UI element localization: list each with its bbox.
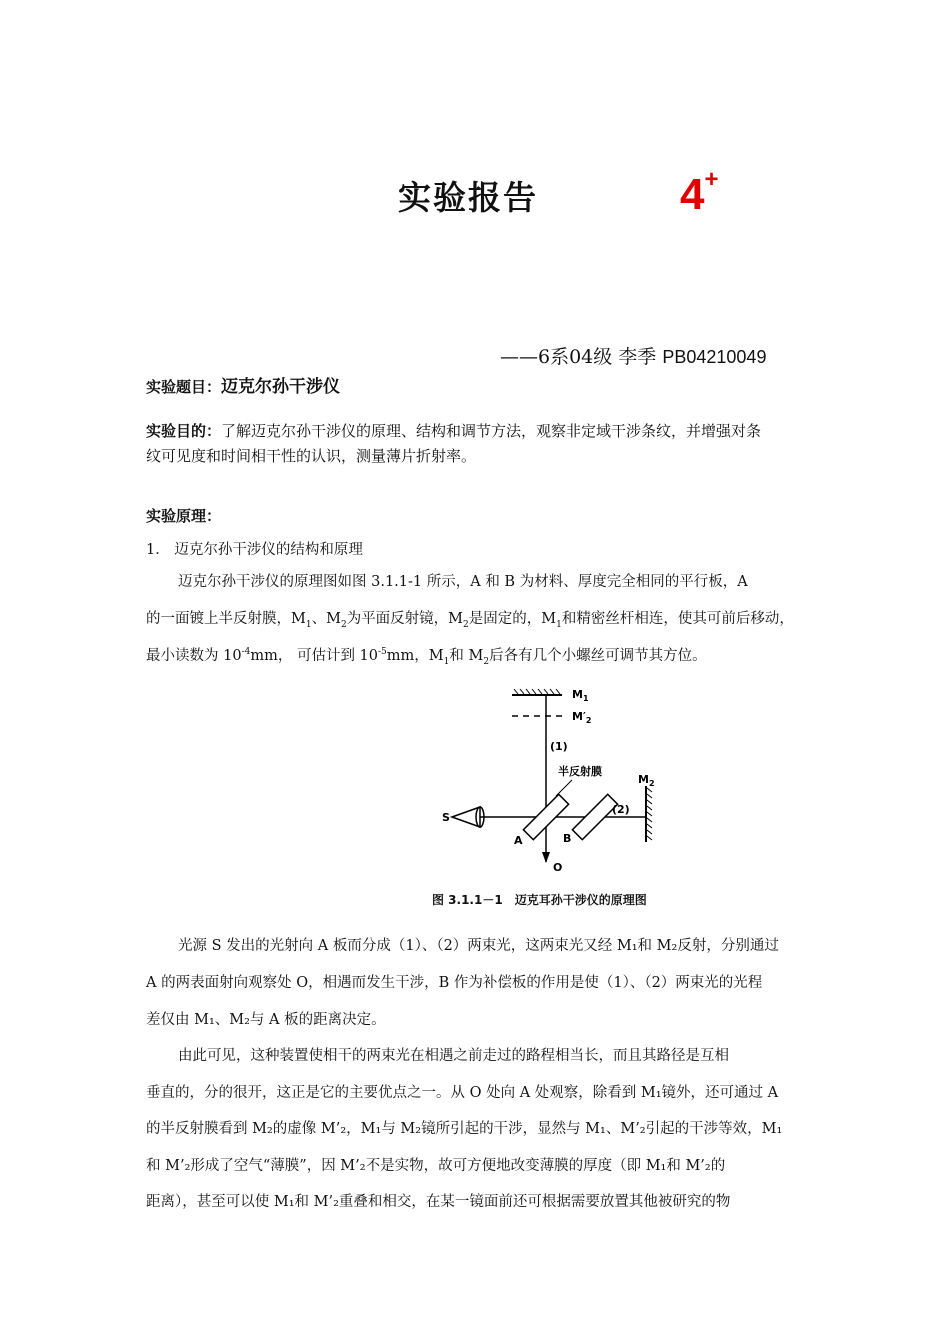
- report-title: 实验报告: [398, 178, 538, 217]
- t: 的一面镀上半反射膜，M: [146, 611, 306, 627]
- author-line: [500, 342, 766, 369]
- purpose-line-1: [146, 420, 761, 441]
- t: 和精密丝杆相连，使其可前后移动，: [561, 611, 794, 627]
- para3-line-4: 和 M’₂形成了空气“薄膜”，因 M’₂不是实物，故可方便地改变薄膜的厚度（即 M₁和 M’₂的: [146, 1158, 726, 1174]
- principle-p1-line-3: [146, 644, 707, 667]
- label-a: A: [514, 834, 523, 847]
- topic-label: 实验题目：: [146, 378, 222, 396]
- para3-line-1: 由此可见，这种装置使相干的两束光在相遇之前走过的路程相当长，而且其路径是互相: [178, 1048, 729, 1064]
- para3-line-3: 的半反射膜看到 M₂的虚像 M’₂，M₁与 M₂镜所引起的干涉，显然与 M₁、M’₂引起的干涉等效，M₁: [146, 1121, 783, 1137]
- sub: 1: [556, 619, 562, 630]
- sup: -5: [378, 647, 387, 658]
- label-beam2: (2): [612, 803, 630, 816]
- label-b: B: [563, 832, 572, 845]
- t: 为平面反射镜，M: [346, 611, 464, 627]
- t: mm， 可估计到 10: [250, 648, 379, 664]
- t: 最小读数为 10: [146, 648, 242, 664]
- label-film: 半反射膜: [558, 765, 602, 778]
- sup: -4: [241, 647, 251, 658]
- principle-p1-line-1: 迈克尔孙干涉仪的原理图如图 3.1.1-1 所示，A 和 B 为材料、厚度完全相同的平行板，A: [178, 574, 748, 590]
- label-m2: $M_2$: [638, 773, 655, 788]
- para2-line-3: 差仅由 M₁、M₂与 A 板的距离决定。: [146, 1012, 386, 1028]
- sub: 1: [305, 619, 312, 630]
- label-o: O: [553, 861, 563, 874]
- arrow-o: [542, 852, 550, 863]
- mirror-m1-hatch: [514, 689, 560, 694]
- student-id: PB04210049: [662, 347, 767, 367]
- film-pointer: [556, 780, 572, 796]
- author-name: ——6系04级 李季: [500, 346, 657, 368]
- mirror-m2-hatch: [647, 788, 652, 840]
- purpose-line-2: 纹可见度和时间相干性的认识，测量薄片折射率。: [146, 447, 477, 465]
- michelson-diagram: [420, 680, 690, 880]
- grade-value: 4: [680, 170, 705, 219]
- t: 、M: [311, 611, 341, 627]
- purpose-text-1: 了解迈克尔孙干涉仪的原理、结构和调节方法，观察非定域干涉条纹，并增强对条: [221, 422, 762, 440]
- principle-subheading: 1． 迈克尔孙干涉仪的结构和原理: [146, 542, 363, 558]
- topic-value: 迈克尔孙干涉仪: [221, 377, 341, 397]
- topic-line: [146, 372, 340, 397]
- grade-plus: +: [704, 166, 719, 194]
- label-m2prime: $M'_2$: [572, 710, 592, 725]
- t: 和 M: [449, 648, 484, 664]
- principle-label: 实验原理：: [146, 507, 222, 525]
- sub: 1: [443, 656, 450, 667]
- para2-line-1: 光源 S 发出的光射向 A 板而分成（1）、（2）两束光，这两束光又经 M₁和 M₂反射，分别通过: [178, 938, 779, 954]
- sub: 2: [483, 656, 490, 667]
- principle-p1-line-2: [146, 607, 794, 630]
- label-s: S: [442, 811, 450, 824]
- label-beam1: (1): [550, 740, 568, 753]
- t: mm，M: [386, 648, 444, 664]
- t: 后各有几个小螺丝可调节其方位。: [489, 648, 707, 664]
- label-m1: $M_1$: [572, 688, 589, 703]
- caption-text: 迈克耳孙干涉仪的原理图: [514, 893, 647, 907]
- figure-caption: [432, 891, 647, 908]
- t: 是固定的，M: [468, 611, 557, 627]
- para3-line-5: 距离），甚至可以使 M₁和 M’₂重叠和相交，在某一镜面前还可根据需要放置其他被研究的物: [146, 1194, 731, 1210]
- purpose-label: 实验目的：: [146, 422, 222, 440]
- para3-line-2: 垂直的，分的很开，这正是它的主要优点之一。从 O 处向 A 处观察，除看到 M₁镜外，还可通过 A: [146, 1085, 779, 1101]
- sub: 2: [463, 619, 469, 630]
- sub: 2: [340, 619, 347, 630]
- caption-number: 图 3.1.1－1: [432, 893, 503, 907]
- para2-line-2: A 的两表面射向观察处 O，相遇而发生干涉，B 作为补偿板的作用是使（1）、（2）两束光的光程: [146, 975, 763, 991]
- grade-mark: [680, 166, 719, 220]
